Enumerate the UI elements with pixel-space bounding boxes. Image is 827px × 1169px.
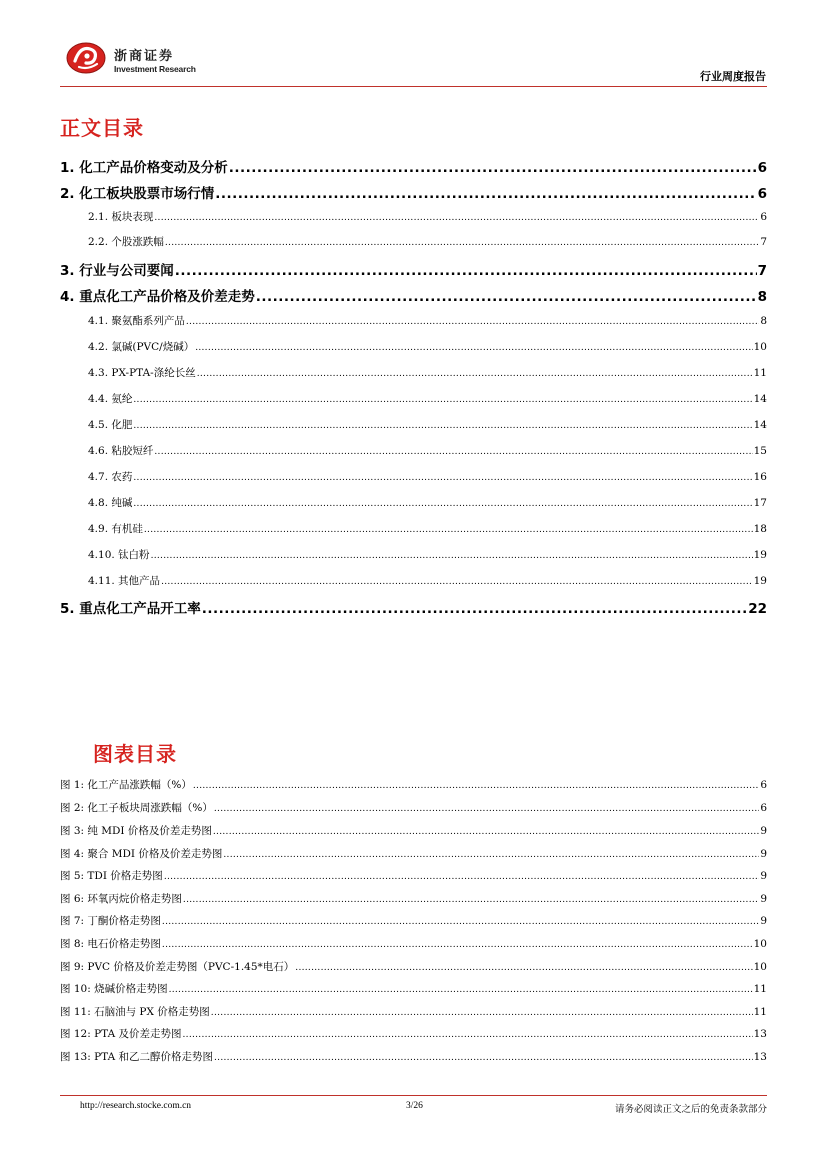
dot-leader (223, 850, 759, 860)
figure-entry-page: 13 (753, 1051, 767, 1063)
toc-entry-label: 4.11. 其他产品 (88, 575, 161, 587)
toc-entry[interactable] (60, 521, 767, 537)
toc-entry-label: 4.5. 化肥 (88, 419, 133, 431)
dot-leader (183, 1030, 753, 1040)
toc-entry-label: 4.6. 粘胶短纤 (88, 445, 154, 457)
toc-entry[interactable] (60, 547, 767, 563)
footer-url-link[interactable]: http://research.stocke.com.cn (80, 1101, 192, 1111)
dot-leader (162, 940, 753, 950)
dot-leader (213, 827, 759, 837)
toc-entry-page: 6 (760, 211, 767, 223)
toc-entry-page: 19 (753, 549, 767, 561)
figure-entry-label: 图 11: 石脑油与 PX 价格走势图 (60, 1006, 210, 1018)
figure-entry-page: 9 (760, 915, 767, 927)
figure-entry-page: 10 (753, 938, 767, 950)
dot-leader (133, 499, 752, 509)
figure-entry[interactable] (60, 959, 767, 975)
footer-divider (60, 1095, 767, 1096)
dot-leader (214, 804, 759, 814)
figure-entry-label: 图 10: 烧碱价格走势图 (60, 983, 168, 995)
figure-entry-page: 11 (753, 1006, 767, 1018)
figure-entry[interactable] (60, 868, 767, 884)
toc-entry-label: 4.10. 钛白粉 (88, 549, 150, 561)
dot-leader (295, 963, 752, 973)
figure-entry[interactable] (60, 777, 767, 793)
toc-entry-label: 4. 重点化工产品价格及价差走势 (60, 289, 255, 305)
toc-entry-page: 6 (757, 186, 767, 202)
figure-entry-label: 图 1: 化工产品涨跌幅（%） (60, 779, 192, 791)
logo-chinese-name: 浙商证券 (114, 49, 175, 64)
toc-entry-page: 22 (748, 601, 767, 617)
figure-entry-label: 图 6: 环氧丙烷价格走势图 (60, 893, 182, 905)
toc-entry-label: 4.8. 纯碱 (88, 497, 133, 509)
toc-entry[interactable] (60, 365, 767, 381)
dot-leader (214, 1053, 753, 1063)
dot-leader (133, 395, 752, 405)
figure-entry[interactable] (60, 913, 767, 929)
dot-leader (229, 160, 757, 176)
dot-leader (144, 525, 753, 535)
figure-entry-page: 13 (753, 1028, 767, 1040)
dot-leader (175, 263, 757, 279)
dot-leader (169, 985, 753, 995)
figure-entry-page: 9 (760, 893, 767, 905)
dot-leader (162, 917, 759, 927)
toc-entry-page: 14 (753, 393, 767, 405)
toc-entry[interactable] (60, 391, 767, 407)
figure-entry-label: 图 12: PTA 及价差走势图 (60, 1028, 182, 1040)
figure-entry-label: 图 2: 化工子板块周涨跌幅（%） (60, 802, 213, 814)
toc-entry[interactable] (60, 597, 767, 617)
figure-entry-label: 图 13: PTA 和乙二醇价格走势图 (60, 1051, 213, 1063)
toc-entry[interactable] (60, 259, 767, 279)
toc-entry-page: 14 (753, 419, 767, 431)
dot-leader (193, 781, 759, 791)
toc-entry[interactable] (60, 443, 767, 459)
toc-entry-page: 8 (760, 315, 767, 327)
toc-entry[interactable] (60, 285, 767, 305)
toc-entry-label: 2.2. 个股涨跌幅 (88, 236, 164, 248)
toc-entry[interactable] (60, 417, 767, 433)
figure-entry[interactable] (60, 1049, 767, 1065)
figure-entry-label: 图 8: 电石价格走势图 (60, 938, 161, 950)
toc-entry-page: 7 (757, 263, 767, 279)
toc-entry-page: 6 (757, 160, 767, 176)
dot-leader (154, 213, 759, 223)
toc-entry[interactable] (60, 156, 767, 176)
figure-entry-label: 图 9: PVC 价格及价差走势图（PVC-1.45*电石） (60, 961, 295, 973)
dot-leader (154, 447, 752, 457)
dot-leader (215, 186, 756, 202)
dot-leader (195, 343, 752, 353)
toc-entry-label: 4.1. 聚氨酯系列产品 (88, 315, 185, 327)
figure-entry-page: 9 (760, 825, 767, 837)
toc-entry-page: 16 (753, 471, 767, 483)
figure-entry-label: 图 4: 聚合 MDI 价格及价差走势图 (60, 848, 223, 860)
figure-entry[interactable] (60, 936, 767, 952)
toc-entry-label: 4.9. 有机硅 (88, 523, 143, 535)
dot-leader (164, 872, 760, 882)
figure-entry-label: 图 7: 丁酮价格走势图 (60, 915, 161, 927)
toc-entry-label: 4.4. 氨纶 (88, 393, 133, 405)
dot-leader (202, 601, 747, 617)
toc-entry-label: 4.2. 氯碱(PVC/烧碱） (88, 341, 195, 353)
figure-entry[interactable] (60, 800, 767, 816)
toc-entry-page: 18 (753, 523, 767, 535)
figure-entry[interactable] (60, 1026, 767, 1042)
toc-entry-page: 10 (753, 341, 767, 353)
company-logo-icon (66, 40, 106, 74)
figure-entry-label: 图 3: 纯 MDI 价格及价差走势图 (60, 825, 212, 837)
figure-entry[interactable] (60, 846, 767, 862)
toc-entry[interactable] (60, 313, 767, 329)
figure-entry-page: 9 (760, 848, 767, 860)
dot-leader (165, 238, 759, 248)
page-header (0, 0, 827, 90)
logo-english-name: Investment Research (114, 64, 196, 74)
page-number: 3/26 (406, 1101, 423, 1111)
figure-entry-page: 10 (753, 961, 767, 973)
toc-entry[interactable] (60, 495, 767, 511)
toc-entry[interactable] (60, 339, 767, 355)
toc-title: 正文目录 (60, 116, 144, 140)
toc-entry-page: 8 (757, 289, 767, 305)
dot-leader (133, 473, 752, 483)
figure-entry-page: 9 (760, 870, 767, 882)
figure-list-title: 图表目录 (93, 742, 177, 766)
figure-entry[interactable] (60, 823, 767, 839)
toc-entry[interactable] (60, 573, 767, 589)
toc-entry-page: 11 (753, 367, 767, 379)
figure-entry-page: 6 (760, 779, 767, 791)
toc-entry-label: 1. 化工产品价格变动及分析 (60, 160, 228, 176)
footer-disclaimer: 请务必阅读正文之后的免责条款部分 (614, 1104, 767, 1115)
dot-leader (211, 1008, 753, 1018)
toc-entry-page: 17 (753, 497, 767, 509)
dot-leader (197, 369, 753, 379)
dot-leader (151, 551, 753, 561)
report-type: 行业周度报告 (700, 70, 766, 83)
toc-entry[interactable] (60, 234, 767, 250)
figure-entry[interactable] (60, 891, 767, 907)
toc-entry-page: 7 (760, 236, 767, 248)
toc-entry-label: 2. 化工板块股票市场行情 (60, 186, 215, 202)
toc-entry-label: 4.3. PX-PTA-涤纶长丝 (88, 367, 196, 379)
toc-entry[interactable] (60, 209, 767, 225)
figure-entry[interactable] (60, 981, 767, 997)
figure-entry-page: 6 (760, 802, 767, 814)
toc-entry-page: 15 (753, 445, 767, 457)
dot-leader (133, 421, 752, 431)
dot-leader (186, 317, 759, 327)
figure-entry-label: 图 5: TDI 价格走势图 (60, 870, 163, 882)
toc-entry-label: 5. 重点化工产品开工率 (60, 601, 201, 617)
toc-entry-label: 2.1. 板块表现 (88, 211, 154, 223)
dot-leader (256, 289, 757, 305)
toc-entry[interactable] (60, 469, 767, 485)
toc-entry-label: 3. 行业与公司要闻 (60, 263, 174, 279)
figure-entry-page: 11 (753, 983, 767, 995)
dot-leader (161, 577, 753, 587)
header-divider (60, 86, 767, 87)
toc-entry-label: 4.7. 农药 (88, 471, 133, 483)
figure-entry[interactable] (60, 1004, 767, 1020)
toc-entry[interactable] (60, 182, 767, 202)
toc-entry-page: 19 (753, 575, 767, 587)
dot-leader (183, 895, 759, 905)
